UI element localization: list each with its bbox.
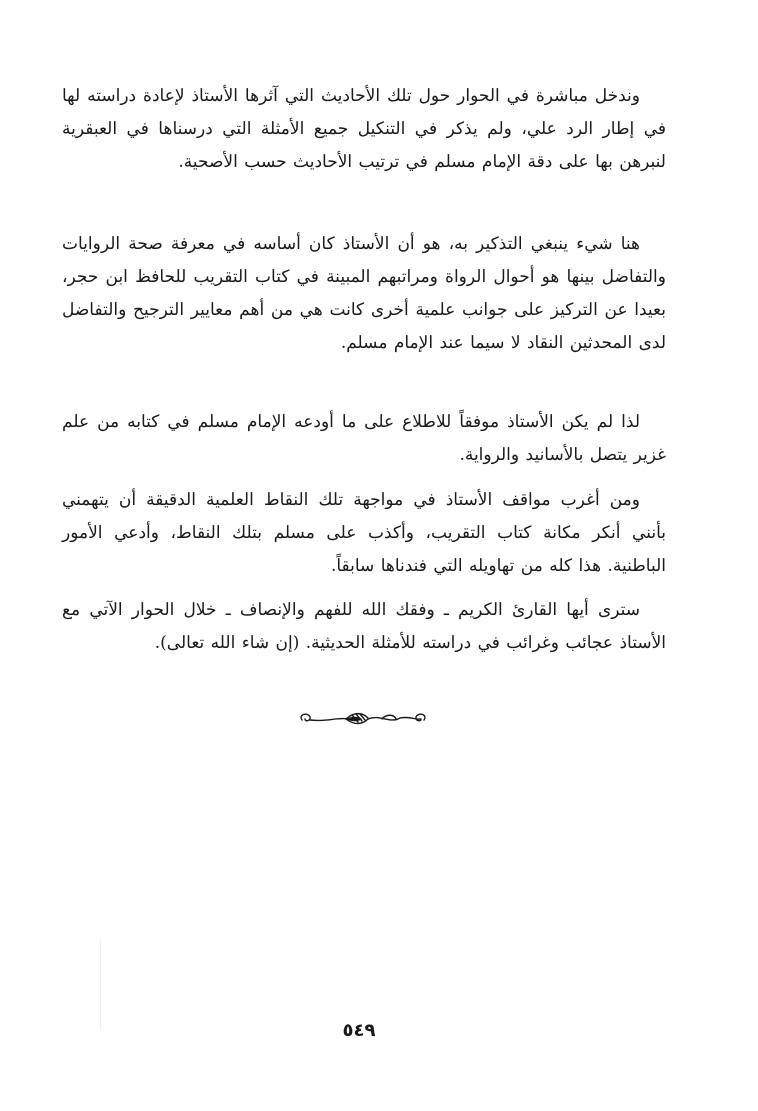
paragraph-text: هنا شيء ينبغي التذكير به، هو أن الأستاذ كان أساسه في معرفة صحة الروايات والتفاضل بينها هو أحوال الرواة ومراتبهم المبينة في كتاب التقريب للحافظ ابن حجر، بعيدا عن التركيز على جوانب علمية أخرى كانت هي من أهم معايير الترجيح والتفاضل لدى المحدثين النقاد لا سيما عند الإمام مسلم.	[62, 234, 666, 353]
paragraph-1	[62, 80, 666, 179]
paragraph-text: وندخل مباشرة في الحوار حول تلك الأحاديث التي آثرها الأستاذ لإعادة دراسته لها في إطار الرد علي، ولم يذكر في التنكيل جميع الأمثلة التي درسناها في العبقرية لنبرهن بها على دقة الإمام مسلم في ترتيب الأحاديث حسب الأصحية.	[62, 86, 666, 172]
paragraph-2	[62, 228, 666, 360]
paragraph-3	[62, 406, 666, 472]
paragraph-text: ومن أغرب مواقف الأستاذ في مواجهة تلك النقاط العلمية الدقيقة أن يتهمني بأنني أنكر مكانة كتاب التقريب، وأكذب على مسلم بتلك النقاط، وأدعي الأمور الباطنية. هذا كله من تهاويله التي فندناها سابقاً.	[62, 490, 666, 576]
scan-edge-line	[100, 940, 101, 1030]
page-number: ٥٤٩	[342, 1020, 376, 1041]
paragraph-text: سترى أيها القارئ الكريم ـ وفقك الله للفهم والإنصاف ـ خلال الحوار الآتي مع الأستاذ عجائب وغرائب في دراسته للأمثلة الحديثية. (إن شاء الله تعالى).	[62, 600, 666, 653]
paragraph-4	[62, 484, 666, 583]
fleuron-divider-icon	[296, 706, 430, 732]
paragraph-text: لذا لم يكن الأستاذ موفقاً للاطلاع على ما أودعه الإمام مسلم في كتابه من علم غزير يتصل بالأسانيد والرواية.	[62, 412, 666, 465]
paragraph-5	[62, 594, 666, 660]
